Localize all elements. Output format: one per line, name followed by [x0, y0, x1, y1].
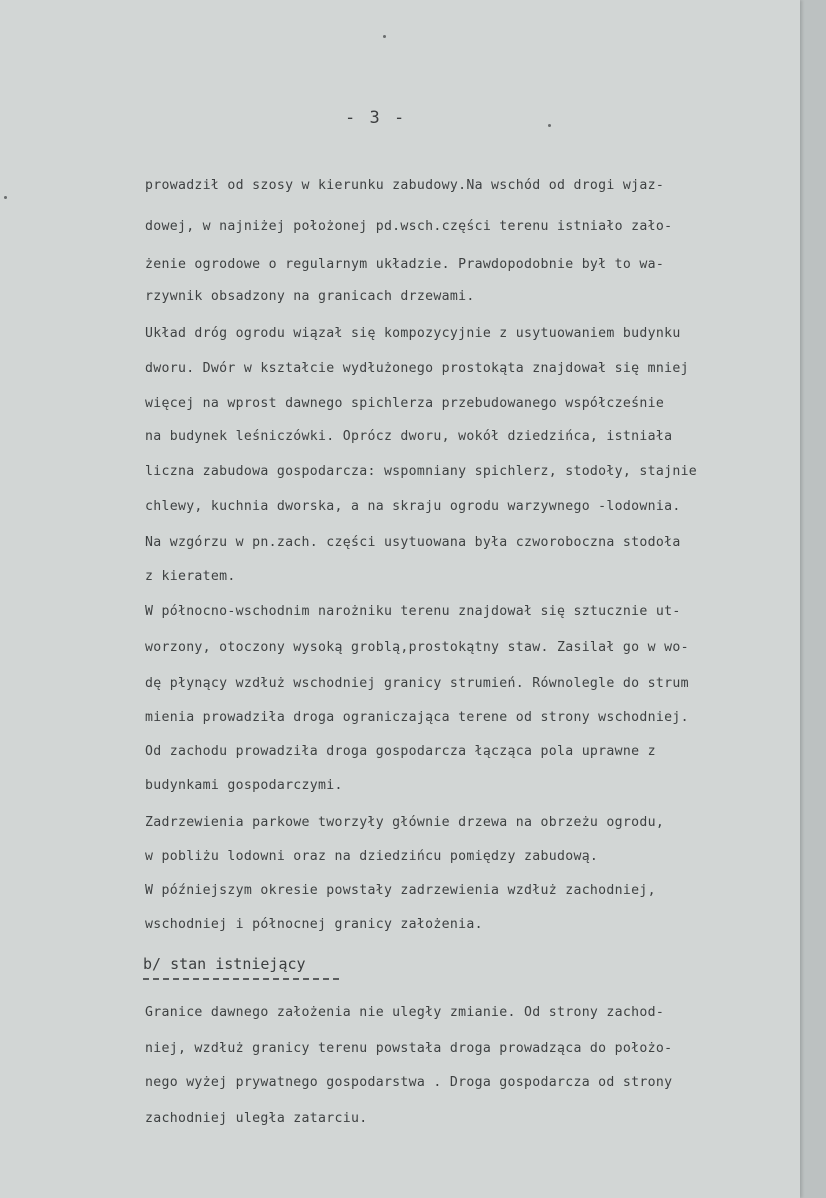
text-line: Zadrzewienia parkowe tworzyły głównie drzewa na obrzeżu ogrodu, — [145, 815, 665, 830]
text-line: W północno-wschodnim narożniku terenu znajdował się sztucznie ut- — [145, 604, 681, 619]
scan-speck — [548, 124, 551, 127]
text-line: rzywnik obsadzony na granicach drzewami. — [145, 289, 475, 304]
text-line: Na wzgórzu w pn.zach. części usytuowana była czworoboczna stodoła — [145, 535, 681, 550]
page-number: - 3 - — [345, 108, 407, 128]
text-line: więcej na wprost dawnego spichlerza przebudowanego współcześnie — [145, 396, 665, 411]
text-line: zachodniej uległa zatarciu. — [145, 1111, 368, 1126]
text-line: worzony, otoczony wysoką groblą,prostokątny staw. Zasilał go w wo- — [145, 640, 689, 655]
text-line: dowej, w najniżej położonej pd.wsch.części terenu istniało zało- — [145, 219, 673, 234]
text-line: żenie ogrodowe o regularnym układzie. Prawdopodobnie był to wa- — [145, 257, 665, 272]
text-line: nego wyżej prywatnego gospodarstwa . Droga gospodarcza od strony — [145, 1075, 673, 1090]
text-line: wschodniej i północnej granicy założenia. — [145, 917, 483, 932]
text-line: dworu. Dwór w kształcie wydłużonego prostokąta znajdował się mniej — [145, 361, 689, 376]
text-line: prowadził od szosy w kierunku zabudowy.Na wschód od drogi wjaz- — [145, 178, 665, 193]
text-line: na budynek leśniczówki. Oprócz dworu, wokół dziedzińca, istniała — [145, 429, 673, 444]
text-line: w pobliżu lodowni oraz na dziedzińcu pomiędzy zabudową. — [145, 849, 599, 864]
text-line: mienia prowadziła droga ograniczająca terene od strony wschodniej. — [145, 710, 689, 725]
text-line: Granice dawnego założenia nie uległy zmianie. Od strony zachod- — [145, 1005, 665, 1020]
text-line: Układ dróg ogrodu wiązał się kompozycyjnie z usytuowaniem budynku — [145, 326, 681, 341]
text-line: chlewy, kuchnia dworska, a na skraju ogrodu warzywnego -lodownia. — [145, 499, 681, 514]
text-line: dę płynący wzdłuż wschodniej granicy strumień. Równolegle do strum — [145, 676, 689, 691]
scan-speck — [4, 196, 7, 199]
heading-underline — [143, 978, 339, 980]
text-line: niej, wzdłuż granicy terenu powstała droga prowadząca do położo- — [145, 1041, 673, 1056]
scan-speck — [383, 35, 386, 38]
text-line: W późniejszym okresie powstały zadrzewienia wzdłuż zachodniej, — [145, 883, 656, 898]
text-line: z kieratem. — [145, 569, 236, 584]
text-line: budynkami gospodarczymi. — [145, 778, 343, 793]
text-line: Od zachodu prowadziła droga gospodarcza łącząca pola uprawne z — [145, 744, 656, 759]
section-heading: b/ stan istniejący — [143, 955, 306, 973]
text-line: liczna zabudowa gospodarcza: wspomniany spichlerz, stodoły, stajnie — [145, 464, 698, 479]
